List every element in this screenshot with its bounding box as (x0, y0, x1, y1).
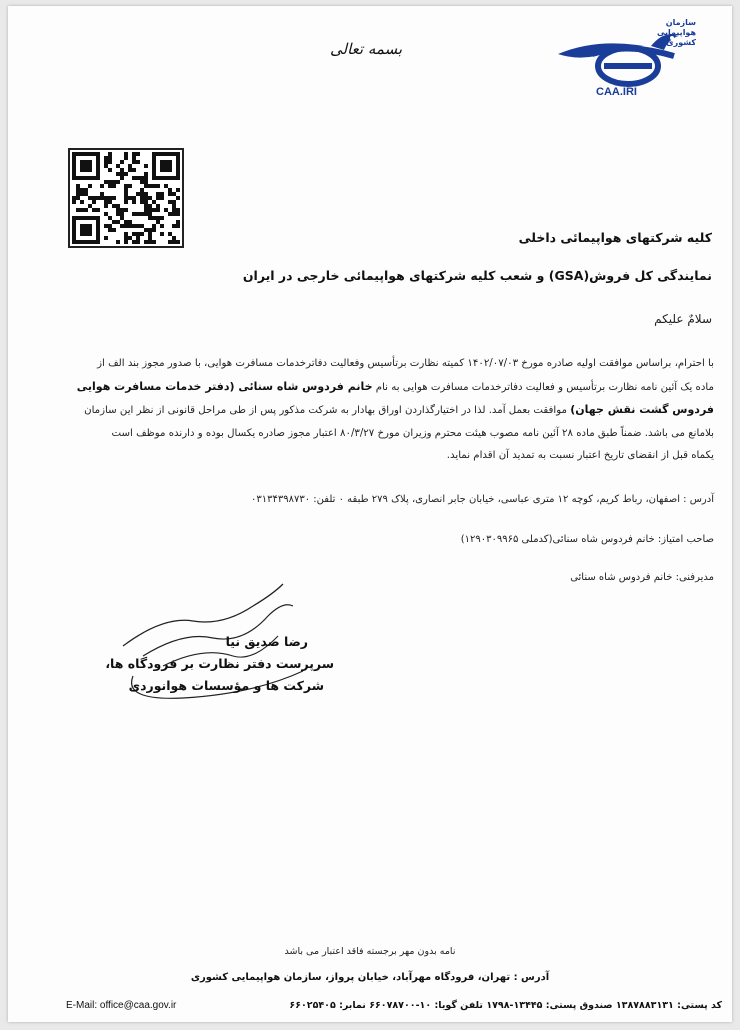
body-line-4: بلامانع می باشد. ضمناً طبق ماده ۲۸ آئین نامه مصوب هیئت محترم وزیران مورخ ۸۰/۳/۲۷ اعتبار مجوز صادره یکسال بوده و دارنده موظف است (111, 427, 714, 439)
bismillah: بسمه تعالی (330, 40, 403, 58)
letter-sheet (8, 6, 732, 1022)
recipient-line-1: کلیه شرکتهای هواپیمائی داخلی (518, 230, 712, 245)
logo-abbr: CAA.IRI (596, 86, 637, 98)
body-line-3 (18, 399, 714, 423)
caa-logo (556, 16, 696, 102)
footer-email[interactable]: E-Mail: office@caa.gov.ir (66, 1000, 177, 1011)
footer-address: آدرس : تهران، فرودگاه مهرآباد، خیابان پرواز، سازمان هواپیمایی کشوری (190, 972, 550, 983)
signer-title-2: شرکت ها و مؤسسات هوانوردی (128, 678, 324, 693)
footer-validity-note: نامه بدون مهر برجسته فاقد اعتبار می باشد (284, 946, 456, 957)
body-line-2 (18, 376, 714, 400)
body-line-5: یکماه قبل از انقضای تاریخ اعتبار نسبت به تمدید آن اقدام نماید. (446, 450, 714, 461)
agency-name-bold: فردوس گشت نقش جهان) (570, 403, 714, 416)
licensee-line: صاحب امتیاز: خانم فردوس شاه سنائی(کدملی ۱۲۹۰۳۰۹۹۶۵) (460, 534, 714, 545)
body-line-2-text: ماده یک آئین نامه نظارت برتأسیس و فعالیت دفاترخدمات مسافرت هوایی به نام (375, 381, 714, 393)
recipient-line-2: نمایندگی کل فروش(GSA) و شعب کلیه شرکتهای هواپیمائی خارجی در ایران (242, 268, 712, 283)
body-line-3-text: موافقت بعمل آمد. لذا در اختیارگذاردن اوراق بهادار به شرکت مذکور پس از طی مراحل قانونی از نظر این سازمان (84, 405, 567, 416)
greeting: سلامٌ علیکم (654, 312, 712, 326)
signer-title-1: سرپرست دفتر نظارت بر فرودگاه ها، (105, 656, 334, 671)
logo-org-text: سازمان هواپیمایی کشوری (656, 18, 696, 47)
body-line-1: با احترام، براساس موافقت اولیه صادره مورخ ۱۴۰۲/۰۷/۰۳ کمیته نظارت برتأسیس وفعالیت دفاترخدمات مسافرت هوایی، با صدور مجوز بند الف از (97, 358, 714, 369)
signer-name: رضا صدیق نیا (225, 634, 308, 649)
footer-postal-phone: کد پستی: ۱۳۸۷۸۸۳۱۳۱ صندوق پستی: ۱۳۴۴۵-۱۷۹۸ تلفن گویا: ۱۰-۶۶۰۷۸۷۰۰ نمابر: ۶۶۰۲۵۴۰۵ (289, 1000, 722, 1011)
address-line: آدرس : اصفهان، رباط کریم، کوچه ۱۲ متری عباسی، خیابان جابر انصاری، پلاک ۲۷۹ طبقه ۰ تلفن: ۰۳۱۳۴۳۹۸۷۳۰ (251, 494, 714, 505)
technical-manager-line: مدیرفنی: خانم فردوس شاه سنائی (570, 572, 714, 583)
licensee-name-bold: خانم فردوس شاه سنائی (دفتر خدمات مسافرت هوایی (76, 379, 373, 393)
letter-body (18, 353, 714, 468)
